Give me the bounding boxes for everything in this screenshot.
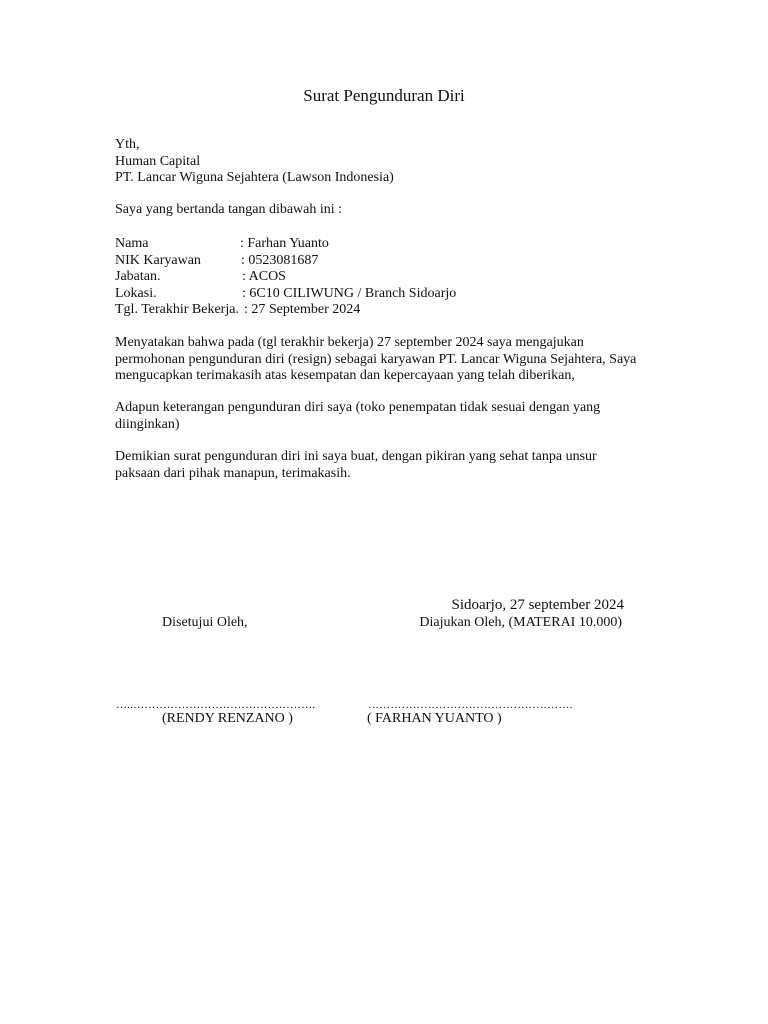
field-value-position: : ACOS [242,269,286,285]
signatory-name-right: ( FARHAN YUANTO ) [367,711,502,726]
closing-paragraph: Demikian surat pengunduran diri ini saya buat, dengan pikiran yang sehat tanpa unsur paksaan dari pihak manapun, terimakasih. [115,449,597,481]
field-row-last-day [115,302,655,319]
field-row-nik [115,253,655,270]
signature-line-left: …..…………………………………………. [116,699,316,711]
recipient-department: Human Capital [115,153,201,169]
signature-line-right: ………………………………………………. [368,699,573,711]
signatory-name-left: (RENDY RENZANO ) [162,711,293,726]
field-label-nik: NIK Karyawan [115,252,201,268]
place-date: Sidoarjo, 27 september 2024 [451,597,624,613]
field-row-location [115,286,655,303]
approved-by-label: Disetujui Oleh, [162,615,248,630]
field-label-location: Lokasi. [115,285,157,301]
salutation: Yth, [115,137,140,152]
field-value-location: : 6C10 CILIWUNG / Branch Sidoarjo [242,285,457,301]
field-value-name: : Farhan Yuanto [240,236,329,251]
field-label-position: Jabatan. [115,269,161,285]
field-row-name [115,236,655,253]
intro-text: Saya yang bertanda tangan dibawah ini : [115,202,343,217]
reason-paragraph: Adapun keterangan pengunduran diri saya (toko penempatan tidak sesuai dengan yang diinginkan) [115,400,601,432]
submitted-by-label: Diajukan Oleh, (MATERAI 10.000) [419,615,622,630]
employee-details [115,236,655,319]
field-value-nik: : 0523081687 [241,252,319,268]
recipient-block [115,137,655,187]
statement-paragraph: Menyatakan bahwa pada (tgl terakhir bekerja) 27 september 2024 saya mengajukan permohonan pengunduran diri (resign) sebagai karyawan PT. Lancar Wiguna Sejahtera, Saya mengucapkan terimakasih atas kesempatan dan kepercayaan yang telah diberikan, [115,335,637,384]
field-label-name: Nama [115,236,149,251]
field-row-position [115,269,655,286]
recipient-company: PT. Lancar Wiguna Sejahtera (Lawson Indonesia) [115,170,394,186]
letter-title: Surat Pengunduran Diri [303,86,465,105]
field-label-last-day: Tgl. Terakhir Bekerja. [115,302,239,318]
field-value-last-day: : 27 September 2024 [244,302,361,318]
